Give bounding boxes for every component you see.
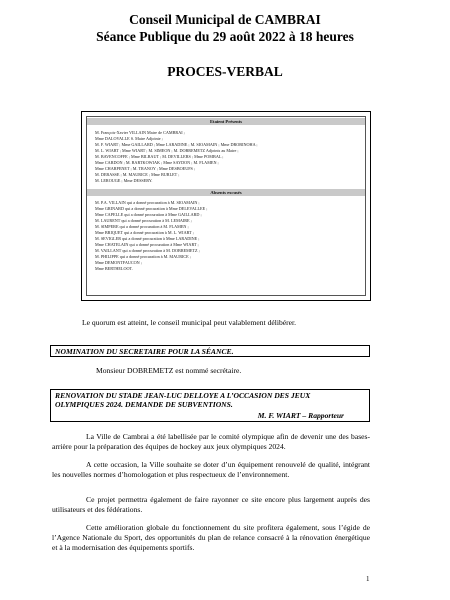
session-heading: Séance Publique du 29 août 2022 à 18 heures xyxy=(96,29,354,44)
agenda-item-stadium-heading xyxy=(50,389,370,422)
body-paragraph: Cette amélioration globale du fonctionnement du site profitera également, sous l’égide de l’Agence Nationale du Sport, des opportunités du plan de relance consacré à la rénovation énergétique et à la modernisation des équipements sportifs. xyxy=(52,523,370,552)
excused-line: Mme GRINARD qui a donné procuration à Mme DELEVALLEE ; xyxy=(95,206,208,211)
rapporteur-label: M. F. WIART – Rapporteur xyxy=(257,411,344,420)
present-line: Mme CARDON ; M. BARTKOWIAK ; Mme SAYDON ; M. FLAMEN ; xyxy=(95,160,219,165)
excused-line: Mme BRIQUET qui a donné procuration à M. L. WIART ; xyxy=(95,230,194,235)
present-line: M. LEROUGE ; Mme DESSERY. xyxy=(95,178,153,183)
present-line: M. L. WIART ; Mme WIART ; M. SIMEON ; M. DOBREMETZ Adjoints au Maire ; xyxy=(95,148,239,153)
agenda-item-stadium-title-line1: RENOVATION DU STADE JEAN-LUC DELLOYE A L’OCCASION DES JEUX xyxy=(55,391,311,400)
agenda-item-secretary-title: NOMINATION DU SECRETAIRE POUR LA SÉANCE. xyxy=(55,347,234,356)
excused-line: Mme CHATELAIN qui a donné procuration à Mme WIART ; xyxy=(95,242,199,247)
present-line: M. F. WIART ; Mme GAILLARD ; Mme LARADINE ; M. SIOAMAIN ; Mme DROBINOHA ; xyxy=(95,142,258,147)
present-line: M. BAVENCOFFE ; Mme BILBAUT ; M. DEVILLERS ; Mme POMBAL ; xyxy=(95,154,224,159)
excused-line: M. SIMPERE qui a donné procuration à M. FLAMEN ; xyxy=(95,224,189,229)
excused-line: M. SEVIGLER qui a donné procuration à Mme LARADINE ; xyxy=(95,236,200,241)
excused-line: M. LAURENT qui a donné procuration à M. LEMAIRE ; xyxy=(95,218,192,223)
present-title: Etaient Présents xyxy=(209,119,243,124)
quorum-statement: Le quorum est atteint, le conseil municipal peut valablement délibérer. xyxy=(82,318,297,327)
excused-line: M. PHILIPPE qui a donné procuration à M. MAURICE ; xyxy=(95,254,191,259)
excused-title: Absents excusés xyxy=(210,190,242,195)
present-line: M. François-Xavier VILLAIN Maire de CAMBRAI ; xyxy=(95,130,185,135)
attendance-box xyxy=(81,111,371,301)
agenda-item-stadium-title-line2: OLYMPIQUES 2024. DEMANDE DE SUBVENTIONS. xyxy=(55,400,233,409)
agenda-item-secretary-heading xyxy=(50,345,370,357)
secretary-statement: Monsieur DOBREMETZ est nommé secrétaire. xyxy=(96,366,242,375)
body-paragraph: Ce projet permettra également de faire rayonner ce site encore plus largement auprès des utilisateurs et des fédérations. xyxy=(52,495,370,514)
excused-line: Mme BERTHELOOT. xyxy=(95,266,133,271)
present-line: Mme CHARPENET ; M. TRANOY ; Mme DESBOEUFS ; xyxy=(95,166,196,171)
body-paragraph: La Ville de Cambrai a été labellisée par le comité olympique afin de devenir une des bases-arrière pour la préparation des équipes de hockey aux jeux olympiques 2024. xyxy=(52,432,370,451)
present-line: M. DEBASSE ; M. MAURICE ; Mme BURLET ; xyxy=(95,172,180,177)
excused-line: M. P.A. VILLAIN qui a donné procuration à M. SIOAMAIN ; xyxy=(95,200,200,205)
excused-line: M. VAILLANT qui a donné procuration à M. DOBREMETZ ; xyxy=(95,248,200,253)
excused-line: Mme CAPELLE qui a donné procuration à Mme GAILLARD ; xyxy=(95,212,202,217)
attendance-inner-frame xyxy=(86,116,366,296)
page-number: 1 xyxy=(366,575,370,583)
present-line: Mme DALOVALLE S. Maire Adjointe ; xyxy=(95,136,163,141)
council-heading: Conseil Municipal de CAMBRAI xyxy=(129,12,321,27)
page-title: PROCES-VERBAL xyxy=(167,64,283,79)
body-paragraph: A cette occasion, la Ville souhaite se doter d’un équipement renouvelé de qualité, intégrant les nouvelles normes d’homologation et plus respectueux de l’environnement. xyxy=(52,460,370,479)
excused-line: Mme DEMONTFAUCON ; xyxy=(95,260,142,265)
